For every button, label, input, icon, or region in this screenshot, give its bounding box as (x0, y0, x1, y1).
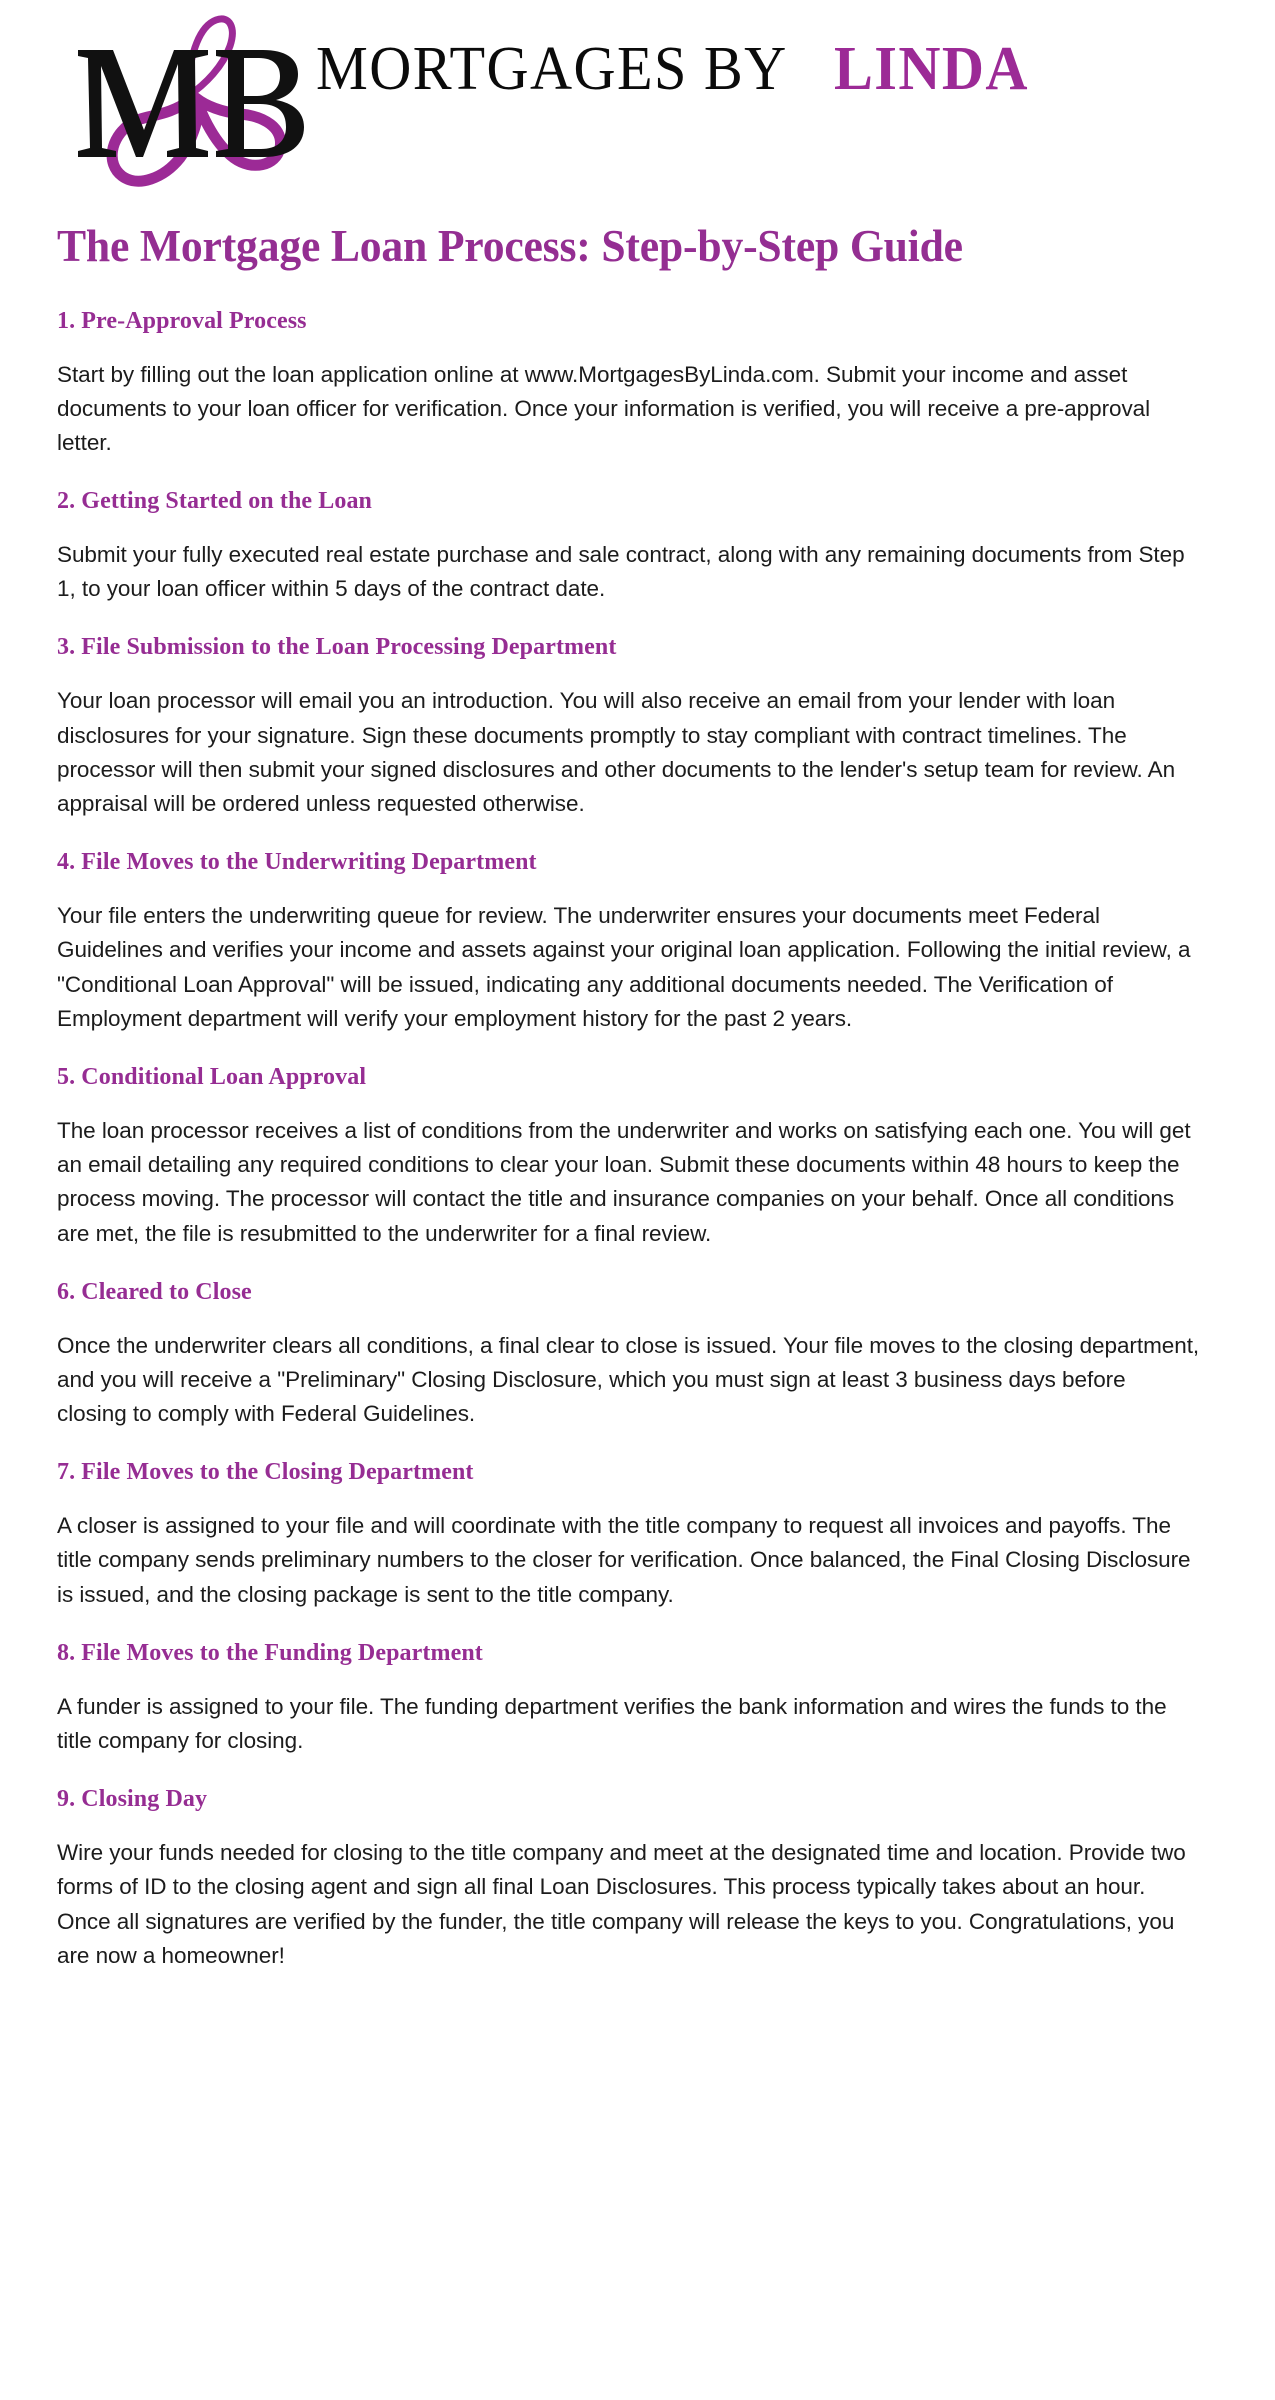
brand-header (0, 0, 1275, 222)
section-7 (57, 1457, 1200, 1612)
brand-wordmark (316, 8, 1275, 103)
page-title: The Mortgage Loan Process: Step-by-Step Guide (57, 221, 963, 271)
section-heading-1: 1. Pre-Approval Process (57, 307, 307, 334)
section-heading-8: 8. File Moves to the Funding Department (57, 1639, 483, 1666)
section-body-5: The loan processor receives a list of conditions from the underwriter and works on satisfying each one. You will get an email detailing any required conditions to clear your loan. Submit these documents within 48 hours to keep the process moving. The processor will contact the title and insurance companies on your behalf. Once all conditions are met, the file is resubmitted to the underwriter for a final review. (57, 1117, 1191, 1246)
section-body-8: A funder is assigned to your file. The funding department verifies the bank information and wires the funds to the title company for closing. (57, 1693, 1167, 1753)
section-3 (57, 632, 1200, 821)
section-body-4: Your file enters the underwriting queue for review. The underwriter ensures your documents meet Federal Guidelines and verifies your income and assets against your original loan application. Following the initial review, a "Conditional Loan Approval" will be issued, indicating any additional documents needed. The Verification of Employment department will verify your employment history for the past 2 years. (57, 903, 1191, 1031)
section-9 (57, 1784, 1200, 1973)
section-5 (57, 1062, 1200, 1251)
wordmark-linda: LINDA (833, 35, 1029, 103)
section-heading-6: 6. Cleared to Close (57, 1278, 252, 1305)
section-heading-7: 7. File Moves to the Closing Department (57, 1459, 474, 1486)
section-body-6: Once the underwriter clears all conditions, a final clear to close is issued. Your file moves to the closing department, and you will receive a "Preliminary" Closing Disclosure, which you must sign at least 3 business days before closing to comply with Federal Guidelines. (57, 1332, 1200, 1427)
section-heading-3: 3. File Submission to the Loan Processing Department (57, 634, 617, 661)
section-heading-4: 4. File Moves to the Underwriting Department (57, 849, 537, 876)
document-content (0, 222, 1275, 2013)
section-body-9: Wire your funds needed for closing to the title company and meet at the designated time and location. Provide two forms of ID to the closing agent and sign all final Loan Disclosures. This process typically takes about an hour. Once all signatures are verified by the funder, the title company will release the keys to you. Congratulations, you are now a homeowner! (57, 1840, 1186, 1968)
mb-monogram-logo-icon (40, 8, 330, 208)
section-8 (57, 1638, 1200, 1758)
section-heading-2: 2. Getting Started on the Loan (57, 488, 372, 515)
section-body-1: Start by filling out the loan application online at www.MortgagesByLinda.com. Submit your income and asset documents to your loan officer for verification. Once your information is verified, you will receive a pre-approval letter. (57, 361, 1151, 455)
section-body-7: A closer is assigned to your file and will coordinate with the title company to request all invoices and payoffs. The title company sends preliminary numbers to the closer for verification. Once balanced, the Final Closing Disclosure is issued, and the closing package is sent to the title company. (57, 1513, 1191, 1607)
wordmark-mortgages-by: MORTGAGES BY (316, 35, 788, 103)
section-6 (57, 1277, 1200, 1432)
section-heading-9: 9. Closing Day (57, 1786, 208, 1813)
section-body-3: Your loan processor will email you an introduction. You will also receive an email from your lender with loan disclosures for your signature. Sign these documents promptly to stay compliant with contract timelines. The processor will then submit your signed disclosures and other documents to the lender's setup team for review. An appraisal will be ordered unless requested otherwise. (57, 688, 1176, 816)
section-1 (57, 306, 1200, 461)
section-4 (57, 847, 1200, 1036)
section-heading-5: 5. Conditional Loan Approval (57, 1063, 367, 1090)
section-2 (57, 486, 1200, 606)
section-body-2: Submit your fully executed real estate purchase and sale contract, along with any remaining documents from Step 1, to your loan officer within 5 days of the contract date. (57, 542, 1185, 602)
